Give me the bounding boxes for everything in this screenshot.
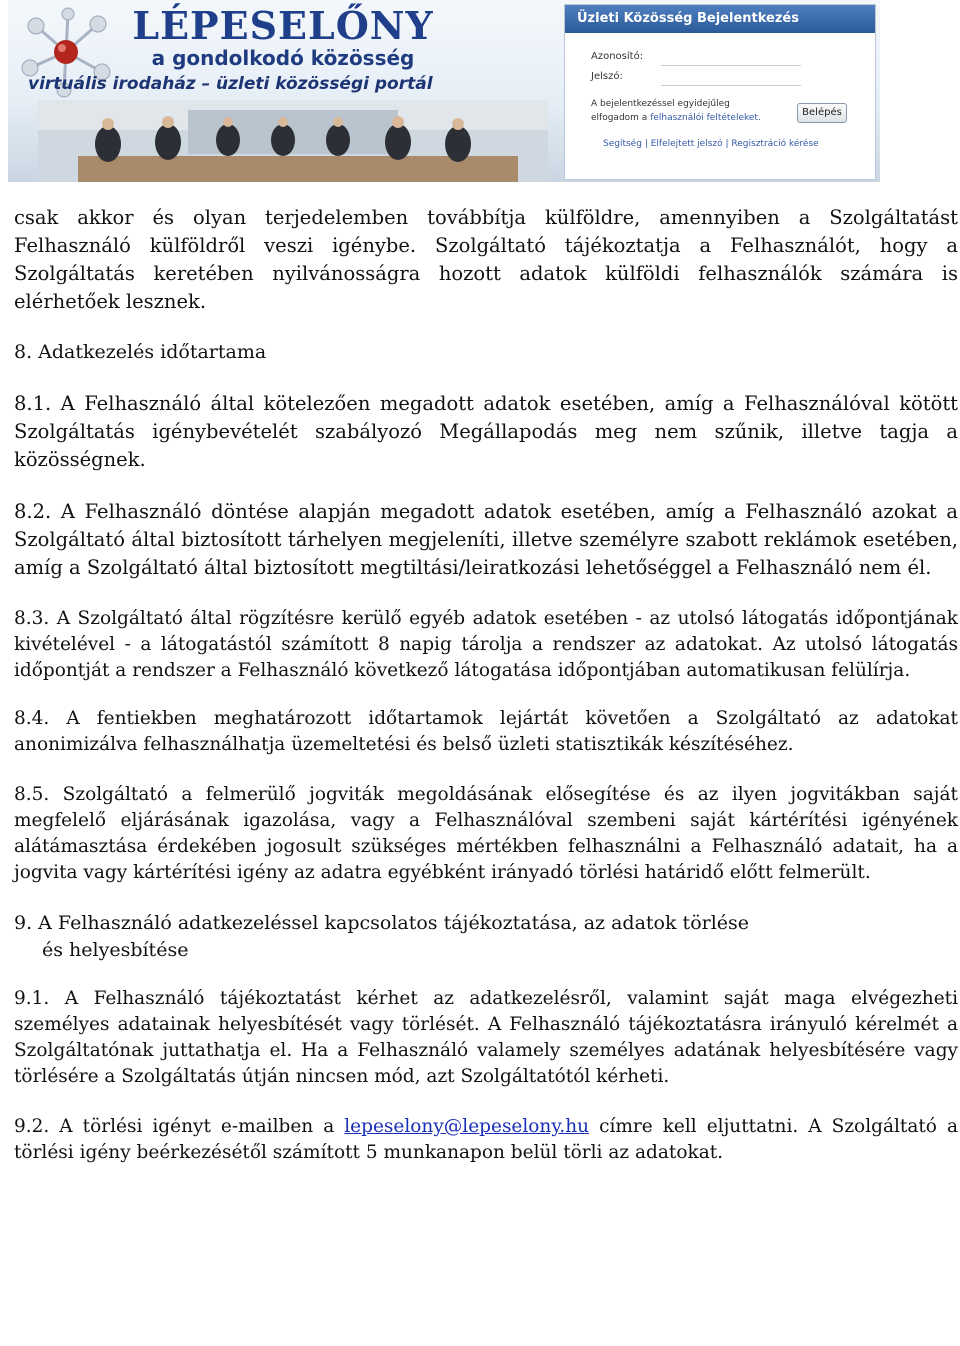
password-label: Jelszó: (591, 71, 623, 82)
meeting-photo (38, 100, 548, 182)
brand-title: LÉPESELŐNY (132, 3, 434, 48)
paragraph-8-5: 8.5. Szolgáltató a felmerülő jogviták megoldásának elősegítése és az ilyen jogvitákban saját megfelelő eljárásának igazolása, vagy a Felhasználóval szembeni saját kártérítési igényének alátámasztása érdekében jogosult szükséges mértékben felhasználni a Felhasználó adatait, ha a jogvita vagy kártérítési igény az adatra egyébként irányadó törlési határidő előtt felmerült. (14, 784, 958, 883)
paragraph-9-1: 9.1. A Felhasználó tájékoztatást kérhet az adatkezelésről, valamint saját maga elvégezheti személyes adatainak helyesbítését vagy törlését. A Felhasználó tájékoztatásra irányuló kérelmét a Szolgáltatónak juttathatja el. Ha a Felhasználó valamely személyes adatának helyesbítésére vagy törlésére a Szolgáltatás útján nincsen mód, azt Szolgáltatótól kérheti. (14, 988, 958, 1087)
section-9-heading (14, 910, 958, 964)
brand-block (128, 4, 438, 70)
brand-tagline: virtuális irodaház – üzleti közösségi portál (28, 74, 433, 94)
link-separator: | (725, 139, 729, 149)
paragraph-8-1: 8.1. A Felhasználó által kötelezően megadott adatok esetében, amíg a Felhasználóval kötött Szolgáltatás igénybevételét szabályozó Megállapodás meg nem szűnik, illetve tagja a közösségnek. (14, 392, 958, 471)
forgot-password-link[interactable]: Elfelejtett jelszó (650, 139, 723, 149)
terms-text-1: A bejelentkezéssel egyidejűleg (591, 99, 730, 109)
login-links (603, 139, 819, 149)
header-banner (8, 0, 880, 182)
paragraph-9-2-start: 9.2. A törlési igényt e-mailben a (14, 1116, 335, 1137)
section-9-heading-line-2: és helyesbítése (42, 939, 189, 961)
intro-paragraph: csak akkor és olyan terjedelemben továbbítja külföldre, amennyiben a Szolgáltatást Felhasználó külföldről veszi igénybe. Szolgáltató tájékoztatja a Felhasználót, hogy a Szolgáltatás keretében nyilvánosságra hozott adatok külföldi felhasználók számára is elérhetőek lesznek. (14, 206, 958, 313)
terms-text-2: elfogadom a (591, 113, 648, 123)
login-title: Üzleti Közösség Bejelentkezés (565, 5, 875, 33)
username-input[interactable] (661, 51, 801, 66)
paragraph-8-3: 8.3. A Szolgáltató által rögzítésre kerülő egyéb adatok esetében - az utolsó látogatás időpontjának kivételével - a látogatástól számított 8 napig tárolja a rendszer az adatokat. Az utolsó látogatás időpontját a rendszer a Felhasználó következő látogatása időpontjában automatikusan felülírja. (14, 608, 958, 681)
terms-link[interactable]: felhasználói feltételeket. (650, 113, 761, 123)
brand-subtitle: a gondolkodó közösség (151, 46, 415, 70)
terms-note (591, 97, 761, 125)
help-link[interactable]: Segítség (603, 139, 642, 149)
paragraph-9-2-end: címre kell eljuttatni. A Szolgáltató a törlési igény beérkezésétől számított 5 munkanapon belül törli az adatokat. (14, 1116, 958, 1163)
username-label: Azonosító: (591, 51, 644, 62)
register-link[interactable]: Regisztráció kérése (731, 139, 819, 149)
paragraph-9-2 (14, 1114, 958, 1166)
email-link[interactable]: lepeselony@lepeselony.hu (344, 1116, 590, 1137)
login-panel (564, 4, 876, 180)
paragraph-8-2: 8.2. A Felhasználó döntése alapján megadott adatok esetében, amíg a Felhasználó azokat a Szolgáltató által biztosított tárhelyen megjeleníti, illetve személyre szabott reklámok esetében, amíg a Szolgáltató által biztosított megtiltási/leiratkozási lehetőséggel a Felhasználó nem él. (14, 500, 958, 579)
link-separator: | (644, 139, 648, 149)
paragraph-8-4: 8.4. A fentiekben meghatározott időtartamok lejártát követően a Szolgáltató az adatokat anonimizálva felhasználhatja üzemeltetési és belső üzleti statisztikák készítéséhez. (14, 708, 958, 755)
password-input[interactable] (661, 71, 801, 86)
section-8-heading: 8. Adatkezelés időtartama (14, 341, 267, 363)
login-button[interactable]: Belépés (797, 103, 847, 123)
document-body (14, 204, 958, 1166)
section-9-heading-line-1: 9. A Felhasználó adatkezeléssel kapcsolatos tájékoztatása, az adatok törlése (14, 912, 750, 934)
